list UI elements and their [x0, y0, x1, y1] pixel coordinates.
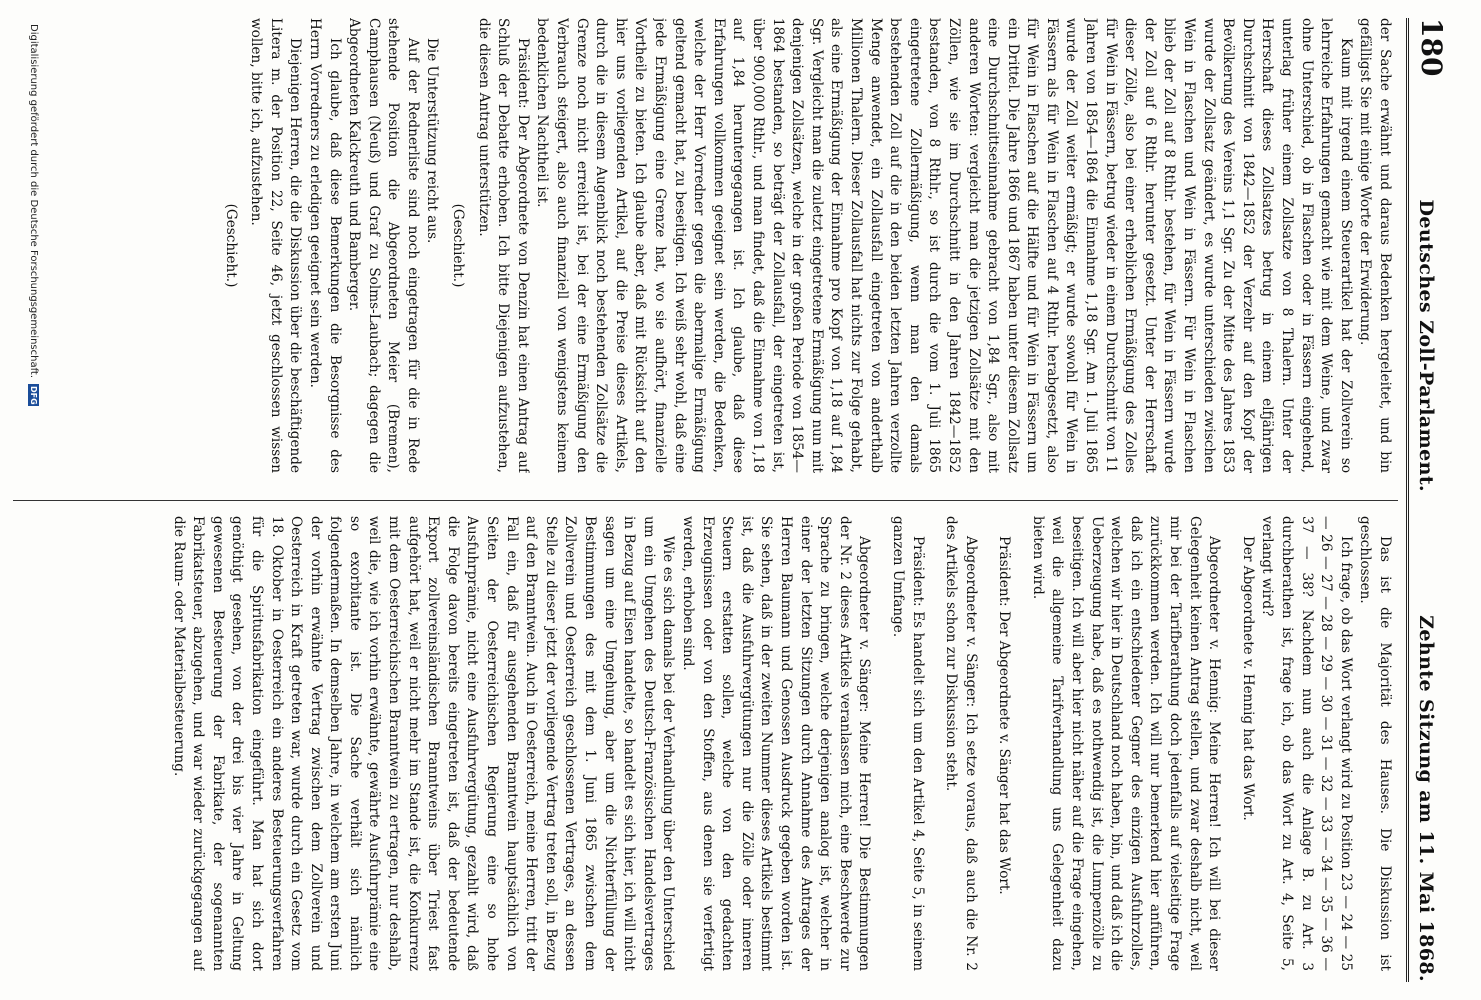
digitization-footer [27, 0, 41, 1000]
paragraph: Der Abgeordnete v. Hennig hat das Wort. [1239, 536, 1256, 821]
paragraph: Das ist die Majorität des Hauses. Die Diskussion ist geschlossen. [1357, 516, 1393, 971]
paragraph: Ich frage, ob das Wort verlangt wird zu Position 23 — 24 — 25 — 26 — 27 — 28 — 29 — 30 — 31 — 32 — 33 — 34 — 35 — 36 — 37 — 38? Nachdem nun auch die Anlage B. zu Art. 3 durchberathen ist, frage ich, ob das Wort zu Art. 4, Seite 5, verlangt wird? [1259, 516, 1354, 971]
header-session: Zehnte Sitzung am 11. Mai 1868. [1415, 615, 1437, 982]
paragraph: Ich glaube, daß diese Bemerkungen die Besorgnisse des Herrn Vorredners zu erledigen geeignet sein werden. [306, 18, 343, 473]
dfg-logo-text: DFG [29, 386, 39, 405]
paragraph: Die Unterstützung reicht aus. [424, 38, 441, 244]
paragraph: Auf der Rednerliste sind noch eingetragen für die in Rede stehende Position die Abgeordneten Meier (Bremen), Camphausen (Neuß) und Graf zu Solms-Laubach; dagegen die Abgeordneten Kalckreuth und Bamberger. [346, 18, 421, 473]
paragraph: Präsident: Es handelt sich um den Artikel 4, Seite 5, in seinem ganzen Umfange. [889, 516, 926, 971]
digitization-note: Digitalisierung gefördert durch die Deutsche Forschungsgemeinschaft. [28, 24, 40, 379]
left-column [34, 18, 1394, 473]
dfg-logo [29, 384, 40, 406]
paragraph: Präsident: Der Abgeordnete v. Sänger hat das Wort. [996, 536, 1013, 895]
paragraph: Abgeordneter v. Sänger: Ich setze voraus, daß auch die Nr. 2 des Artikels schon zur Diskussion steht. [943, 516, 979, 971]
stage-direction: (Geschieht.) [450, 203, 467, 288]
page-number: 180 [1415, 18, 1448, 77]
paragraph: Präsident: Der Abgeordnete von Denzin hat einen Antrag auf Schluß der Debatte erhoben. Ich bitte Diejenigen aufzustehen, die diesen Antrag unterstützen. [475, 18, 531, 473]
paragraph: Diejenigen Herren, die die Diskussion über die beschäftigende Litera m. der Position 22, Seite 46, jetzt geschlossen wissen wollen, bitte ich, aufzustehen. [248, 18, 304, 473]
paragraph: der Sache erwähnt und daraus Bedenken hergeleitet, und bin gefälligst Sie mit einige Worte der Erwiderung. [1357, 18, 1393, 473]
page-header [1406, 18, 1448, 982]
paragraph: Abgeordneter v. Hennig: Meine Herren! Ich will bei dieser Gelegenheit keinen Antrag stellen, und zwar deshalb nicht, weil mir bei der Tarifberathung doch jedenfalls auf vielseitige Frage zurückkommen werden. Ich will nur bemerkend hier anführen, daß ich ein entschiedener Gegner des einzigen Ausfuhrzolles, welchen wir hier in Deutschland noch haben, bin, und daß ich die Ueberzeugung habe, daß es nothwendig ist, die Lumpenzölle zu beseitigen. Ich will aber hier nicht näher auf die Frage eingehen, weil die allgemeine Tarifverhandlung uns Gelegenheit dazu bieten wird. [1029, 516, 1223, 971]
column-divider [13, 500, 1398, 501]
paragraph: Wie es sich damals bei der Verhandlung über den Unterschied um ein Umgehen des Deutsch-Französischen Handelsvertrages in Bezug auf Eisen handelte, so handelt es sich hier, ich will nicht sagen um eine Umgehung, aber um die Nichterfüllung der Bestimmungen des mit dem 1. Juni 1865 zwischen dem Zollverein und Oesterreich geschlossenen Vertrages, an dessen Stelle zu dieser jetzt der vorliegende Vertrag treten soll, in Bezug auf den Branntwein. Auch in Oesterreich, meine Herren, tritt der Fall ein, daß für ausgehenden Branntwein hauptsächlich von Seiten der Oesterreichischen Regierung eine so hohe Ausfuhrprämie, nicht eine Ausfuhrvergütung, gezahlt wird, daß die Folge davon bereits eingetreten ist, daß der bedeutende Export zollvereinsländischen Branntweins über Triest fast aufgehört hat, weil er nicht mehr im Stande ist, die Konkurrenz mit dem Oesterreichischen Branntwein zu ertragen, nur deshalb, weil die, wie ich vorhin erwähnte, gewährte Ausfuhrprämie eine so exorbitante ist. Die Sache verhält sich nämlich folgendermaßen. In demselben Jahre, in welchem am ersten Juni der vorhin erwähnte Vertrag zwischen dem Zollverein und Oesterreich in Kraft getreten war, wurde durch ein Gesetz vom 18. Oktober in Oesterreich ein anderes Besteuerungsverfahren für die Spiritusfabrikation eingeführt. Man hat sich dort genöthigt gesehen, von der drei bis vier Jahre in Geltung gewesenen Besteuerung der Fabrikate, der sogenannten Fabrikatsteuer, abzugehen, und war wieder zurückgegangen auf die Raum- oder Materialbesteuerung. [170, 516, 677, 971]
paragraph: Abgeordneter v. Sänger: Meine Herren! Die Bestimmungen der Nr. 2 dieses Artikels veranlassen mich, eine Beschwerde zur Sprache zu bringen, welche derjenigen analog ist, welcher in einer der letzten Sitzungen durch Annahme des Antrages der Herren Baumann und Genossen Ausdruck gegeben worden ist. Sie sehen, daß in der zweiten Nummer dieses Artikels bestimmt ist, daß die Ausfuhrvergütungen nur die Zölle oder inneren Steuern erstatten sollen, welche von den gedachten Erzeugnissen oder von den Stoffen, aus denen sie verfertigt werden, erhoben sind. [680, 516, 873, 971]
paragraph: Kaum mit irgend einem Steuerartikel hat der Zollverein so lehrreiche Erfahrungen gemacht wie mit dem Weine, und zwar ohne Unterschied, ob in Flaschen oder in Fässern eingehend, unterlag früher einem Zollsatze von 8 Thalern. Unter der Herrschaft dieses Zollsatzes betrug in einem elfjährigen Durchschnitt von 1842—1852 der Verzehr auf den Kopf der Bevölkerung des Vereins 1,1 Sgr. Zu der Mitte des Jahres 1853 wurde der Zollsatz geändert, es wurde unterschieden zwischen Wein in Flaschen und Wein in Fässern. Für Wein in Flaschen blieb der Zoll auf 8 Rthlr. bestehen, für Wein in Fässern wurde der Zoll auf 6 Rthlr. herunter gesetzt. Unter der Herrschaft dieser Zölle, also bei einer erheblichen Ermäßigung des Zolles für Wein in Fässern, betrug wieder in einem Durchschnitt von 11 Jahren von 1854—1864 die Einnahme 1,18 Sgr. Am 1. Juli 1865 wurde der Zoll weiter ermäßigt; er wurde sowohl für Wein in Fässern als für Wein in Flaschen auf 4 Rthlr. herabgesetzt, also für Wein in Flaschen auf die Hälfte und für Wein in Fässern um ein Drittel. Die Jahre 1866 und 1867 haben unter diesem Zollsatz eine Durchschnittseinnahme gebracht von 1,84 Sgr., also mit anderen Worten: vergleicht man die jetzigen Zollsätze mit den Zöllen, wie sie im Durchschnitt in den Jahren 1842—1852 bestanden, von 8 Rthlr., so ist durch die vom 1. Juli 1865 eingetretene Zollermäßigung, wenn man den damals bestehenden Zoll auf die in den beiden letzten Jahren verzollte Menge anwendet, ein Zollausfall eingetreten von anderthalb Millionen Thalern. Dieser Zollausfall hat nichts zur Folge gehabt, als eine Ermäßigung der Einnahme pro Kopf von 1,18 auf 1,84 Sgr. Vergleicht man die zuletzt eingetretene Ermäßigung nun mit denjenigen Zollsätzen, welche in der großen Periode von 1854—1864 bestanden, so beträgt der Zollausfall, der eingetreten ist, über 900,000 Rthlr., und man findet, daß die Einnahme von 1,18 auf 1,84 heruntergegangen ist. Ich glaube, daß diese Erfahrungen vollkommen geeignet sein werden, die Bedenken, welche der Herr Vorredner gegen die abermalige Ermäßigung geltend gemacht hat, zu beseitigen. Ich weiß sehr wohl, daß eine jede Ermäßigung eine Grenze hat, wo sie aufhört, finanzielle Vortheile zu bieten. Ich glaube aber, daß mit Rücksicht auf den hier uns vorliegenden Artikel, auf die Preise dieses Artikels, durch die in diesem Augenblick noch bestehenden Zollsätze die Grenze noch nicht erreicht ist, bei der eine Ermäßigung den Verbrauch steigert, also auch finanziell von wenigstens keinem bedenklichen Nachtheil ist. [534, 18, 1354, 473]
stage-direction: (Geschieht.) [222, 203, 239, 288]
right-column [9, 516, 1394, 971]
header-title: Deutsches Zoll-Parlament. [1415, 199, 1437, 493]
scanned-page [8, 18, 1448, 982]
